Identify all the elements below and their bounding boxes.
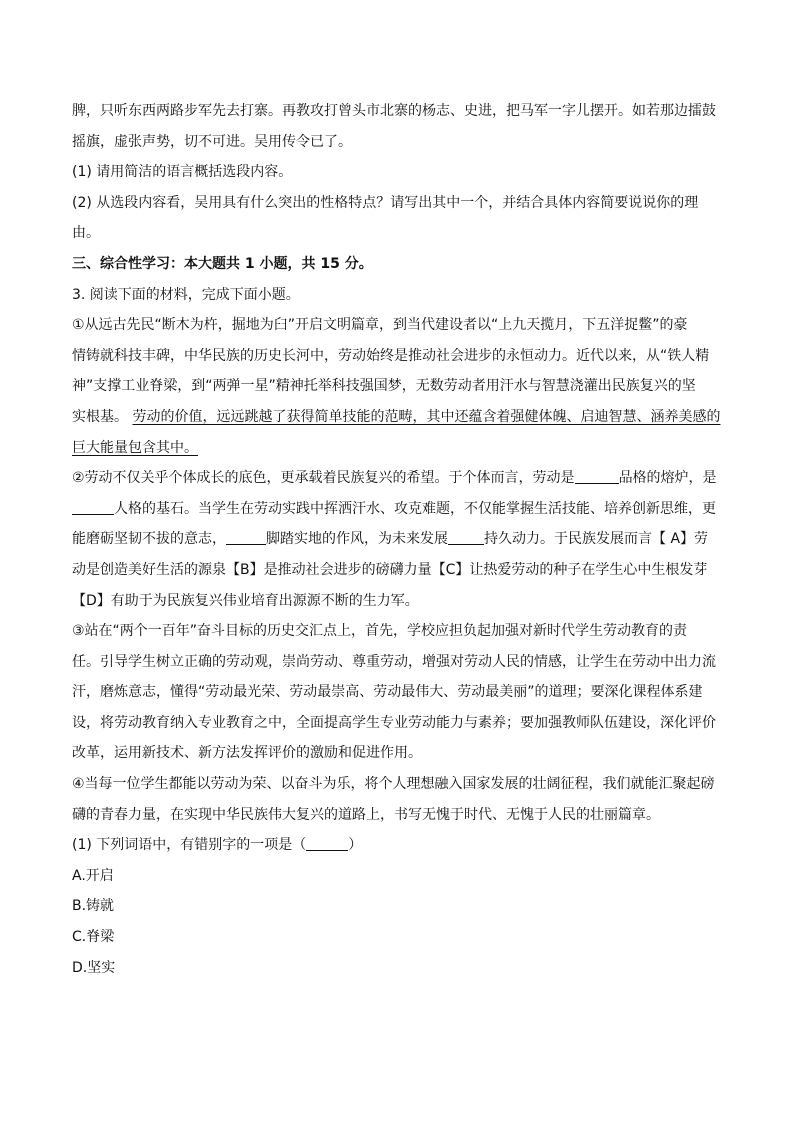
fill-blank[interactable] — [448, 530, 484, 545]
fill-blank[interactable] — [575, 469, 619, 484]
fill-blank[interactable] — [72, 500, 114, 515]
question-1-2: (2) 从选段内容看，吴用具有什么突出的性格特点？请写出其中一个，并结合具体内容简要说说你的理 — [72, 194, 699, 211]
section-heading: 三、综合性学习：本大题共 1 小题，共 15 分。 — [72, 255, 373, 272]
material-line — [72, 402, 722, 433]
material-line: 改革，运用新技术、新方法发挥评价的激励和促进作用。 — [72, 745, 422, 762]
passage-line: 脾，只听东西两路步军先去打寨。再教攻打曾头市北寨的杨志、史进，把马军一字儿摆开。如若那边擂鼓 — [72, 103, 716, 119]
material-line: 设，将劳动教育纳入专业教育之中，全面提高学生专业劳动能力与素养；要加强教师队伍建设，深化评价 — [72, 714, 716, 731]
question-1-1: (1) 请用简洁的语言概括选段内容。 — [72, 164, 293, 181]
material-line — [72, 433, 722, 464]
question-text: ） — [348, 837, 363, 854]
option-a[interactable]: A.开启 — [72, 867, 114, 884]
material-line: 动是创造美好生活的源泉【B】是推动社会进步的磅礴力量【C】让热爱劳动的种子在学生心中生根发芽 — [72, 561, 708, 578]
material-text: 实根基。 — [72, 408, 128, 425]
option-c[interactable]: C.脊梁 — [72, 929, 115, 946]
material-text: 人格的基石。当学生在劳动实践中挥洒汗水、攻克难题，不仅能掌握生活技能、培养创新思维，更 — [114, 500, 716, 517]
material-text: 能磨砺坚韧不拔的意志， — [72, 531, 226, 548]
material-line: 神”支撑工业脊梁，到“两弹一星”精神托举科技强国梦，无数劳动者用汗水与智慧浇灌出民族复兴的坚 — [72, 378, 696, 395]
material-line: 任。引导学生树立正确的劳动观，崇尚劳动、尊重劳动，增强对劳动人民的情感，让学生在劳动中出力流 — [72, 653, 716, 670]
material-text: 品格的熔炉，是 — [618, 470, 717, 487]
passage-line: 摇旗，虚张声势，切不可进。吴用传令已了。 — [72, 133, 352, 150]
material-line — [72, 524, 722, 555]
underlined-sentence-end: 巨大能量包含其中。 — [72, 439, 198, 456]
material-line: 礴的青春力量，在实现中华民族伟大复兴的道路上，书写无愧于时代、无愧于人民的壮丽篇章。 — [72, 806, 660, 823]
material-line: 情铸就科技丰碑，中华民族的历史长河中，劳动始终是推动社会进步的永恒动力。近代以来，从“铁人精 — [72, 347, 710, 364]
material-text: 脚踏实地的作风，为未来发展 — [266, 531, 448, 548]
option-d[interactable]: D.坚实 — [72, 959, 116, 976]
material-line: ①从远古先民“断木为杵，掘地为臼”开启文明篇章，到当代建设者以“上九天揽月，下五洋捉鳖”的豪 — [72, 317, 688, 334]
material-line: ③站在“两个一百年”奋斗目标的历史交汇点上，首先，学校应担负起加强对新时代学生劳动教育的责 — [72, 623, 688, 640]
material-text: 持久动力。于民族发展而言【 A】劳 — [484, 531, 709, 548]
material-line: 汗，磨炼意志，懂得“劳动最光荣、劳动最崇高、劳动最伟大、劳动最美丽”的道理；要深化课程体系建 — [72, 684, 703, 701]
material-line — [72, 463, 722, 494]
underlined-sentence: 劳动的价值，远远跳越了获得简单技能的范畴，其中还蕴含着强健体魄、启迪智慧、涵养美感的 — [132, 408, 721, 425]
option-b[interactable]: B.铸就 — [72, 898, 115, 915]
material-text: ②劳动不仅关乎个体成长的底色，更承载着民族复兴的希望。于个体而言，劳动是 — [72, 470, 575, 487]
document-page — [72, 96, 722, 983]
answer-blank[interactable] — [306, 836, 348, 851]
material-line — [72, 494, 722, 525]
question-1-2-continued: 由。 — [72, 225, 100, 242]
material-line: 【D】有助于为民族复兴伟业培育出源源不断的生力军。 — [72, 592, 419, 609]
fill-blank[interactable] — [226, 530, 266, 545]
question-3-stem: 3. 阅读下面的材料，完成下面小题。 — [72, 286, 300, 303]
question-text: (1) 下列词语中，有错别字的一项是（ — [72, 837, 307, 854]
material-line: ④当每一位学生都能以劳动为荣、以奋斗为乐，将个人理想融入国家发展的壮阔征程，我们就能汇聚起磅 — [72, 776, 715, 793]
question-3-1 — [72, 830, 722, 861]
